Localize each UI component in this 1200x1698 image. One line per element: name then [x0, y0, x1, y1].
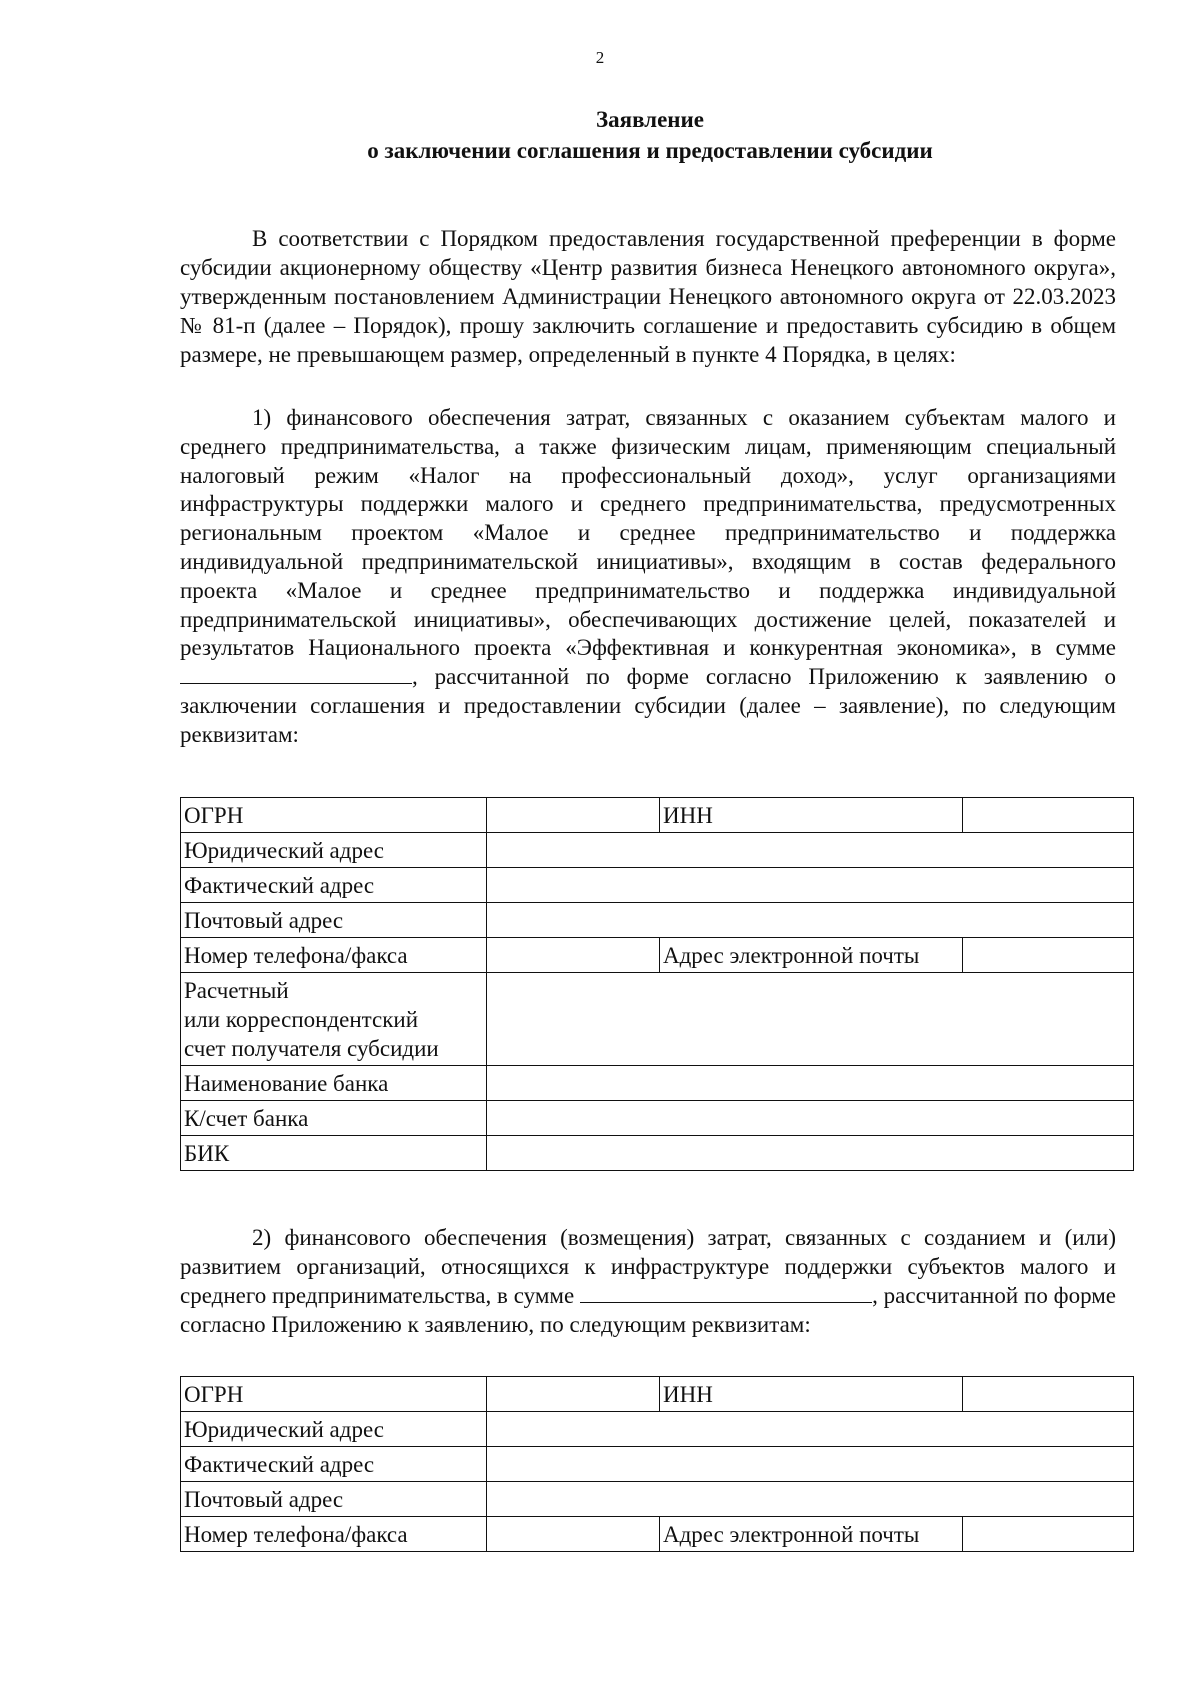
- corr-account-field[interactable]: [487, 1101, 1134, 1136]
- phone-fax-field[interactable]: [487, 938, 660, 973]
- item-1-paragraph: [180, 404, 1116, 750]
- bik-label: БИК: [181, 1136, 487, 1171]
- item-1-amount-blank[interactable]: [180, 663, 412, 684]
- postal-address-field[interactable]: [487, 1482, 1134, 1517]
- requisites-table-2: [180, 1376, 1134, 1552]
- bik-field[interactable]: [487, 1136, 1134, 1171]
- account-label-line-2: или корреспондентский: [184, 1006, 419, 1032]
- title-line-1: Заявление: [595, 107, 705, 132]
- table-row: [181, 1482, 1134, 1517]
- legal-address-label: Юридический адрес: [181, 833, 487, 868]
- item-2-paragraph: [180, 1223, 1116, 1339]
- item-2-amount-blank[interactable]: [580, 1282, 872, 1303]
- intro-paragraph: [180, 224, 1116, 369]
- table-row: [181, 903, 1134, 938]
- table-row: [181, 1412, 1134, 1447]
- document-title: [180, 104, 1120, 166]
- actual-address-label: Фактический адрес: [181, 1447, 487, 1482]
- table-row: [181, 1101, 1134, 1136]
- table-row: [181, 973, 1134, 1066]
- email-label: Адрес электронной почты: [660, 938, 963, 973]
- ogrn-label: ОГРН: [181, 798, 487, 833]
- item-1-text: [180, 404, 1116, 750]
- account-label: [181, 973, 487, 1066]
- postal-address-field[interactable]: [487, 903, 1134, 938]
- title-line-2: о заключении соглашения и предоставлении субсидии: [367, 138, 933, 163]
- account-field[interactable]: [487, 973, 1134, 1066]
- postal-address-label: Почтовый адрес: [181, 1482, 487, 1517]
- item-2-text-before: 2) финансового обеспечения (возмещения) затрат, связанных с созданием и (или) развитием организаций, относящихся к инфраструктуре поддержки субъектов малого и среднего предпринимательства, в сумме: [180, 1225, 1116, 1308]
- legal-address-field[interactable]: [487, 1412, 1134, 1447]
- email-field[interactable]: [963, 938, 1134, 973]
- table-row: [181, 1136, 1134, 1171]
- table-row: [181, 833, 1134, 868]
- phone-fax-field[interactable]: [487, 1517, 660, 1552]
- table-row: [181, 1447, 1134, 1482]
- inn-label: ИНН: [660, 798, 963, 833]
- page-number: 2: [595, 48, 605, 67]
- legal-address-field[interactable]: [487, 833, 1134, 868]
- ogrn-value-field[interactable]: [487, 798, 660, 833]
- inn-value-field[interactable]: [963, 798, 1134, 833]
- email-label: Адрес электронной почты: [660, 1517, 963, 1552]
- requisites-table-1: [180, 797, 1134, 1171]
- table-row: [181, 938, 1134, 973]
- ogrn-label: ОГРН: [181, 1377, 487, 1412]
- table-row: [181, 798, 1134, 833]
- inn-value-field[interactable]: [963, 1377, 1134, 1412]
- actual-address-field[interactable]: [487, 868, 1134, 903]
- actual-address-label: Фактический адрес: [181, 868, 487, 903]
- item-2-text-after: , рассчитанной по форме согласно Приложению к заявлению, по следующим реквизитам:: [180, 1283, 1117, 1337]
- phone-fax-label: Номер телефона/факса: [181, 1517, 487, 1552]
- phone-fax-label: Номер телефона/факса: [181, 938, 487, 973]
- account-label-line-1: Расчетный: [184, 977, 289, 1003]
- actual-address-field[interactable]: [487, 1447, 1134, 1482]
- table-row: [181, 1517, 1134, 1552]
- table-row: [181, 1377, 1134, 1412]
- table-row: [181, 868, 1134, 903]
- bank-name-field[interactable]: [487, 1066, 1134, 1101]
- item-2-text: [180, 1223, 1116, 1339]
- account-label-line-3: счет получателя субсидии: [184, 1035, 439, 1061]
- intro-text: В соответствии с Порядком предоставления государственной преференции в форме субсидии акционерному обществу «Центр развития бизнеса Ненецкого автономного округа», утвержденным постановлением Администрации Ненецкого автономного округа от 22.03.2023 № 81-п (далее – Порядок), прошу заключить соглашение и предоставить субсидию в общем размере, не превышающем размер, определенный в пункте 4 Порядка, в целях:: [180, 226, 1116, 367]
- item-1-text-before: 1) финансового обеспечения затрат, связанных с оказанием субъектам малого и среднего предпринимательства, а также физическим лицам, применяющим специальный налоговый режим «Налог на профессиональный доход», услуг организациями инфраструктуры поддержки малого и среднего предпринимательства, предусмотренных региональным проектом «Малое и среднее предпринимательство и поддержка индивидуальной предпринимательской инициативы», входящим в состав федерального проекта «Малое и среднее предпринимательство и поддержка индивидуальной предпринимательской инициативы», обеспечивающих достижение целей, показателей и результатов Национального проекта «Эффективная и конкурентная экономика», в сумме: [180, 405, 1116, 661]
- table-row: [181, 1066, 1134, 1101]
- item-1-text-after: , рассчитанной по форме согласно Приложению к заявлению о заключении соглашения и предоставлении субсидии (далее – заявление), по следующим реквизитам:: [180, 664, 1116, 747]
- bank-name-label: Наименование банка: [181, 1066, 487, 1101]
- ogrn-value-field[interactable]: [487, 1377, 660, 1412]
- legal-address-label: Юридический адрес: [181, 1412, 487, 1447]
- email-field[interactable]: [963, 1517, 1134, 1552]
- corr-account-label: К/счет банка: [181, 1101, 487, 1136]
- inn-label: ИНН: [660, 1377, 963, 1412]
- postal-address-label: Почтовый адрес: [181, 903, 487, 938]
